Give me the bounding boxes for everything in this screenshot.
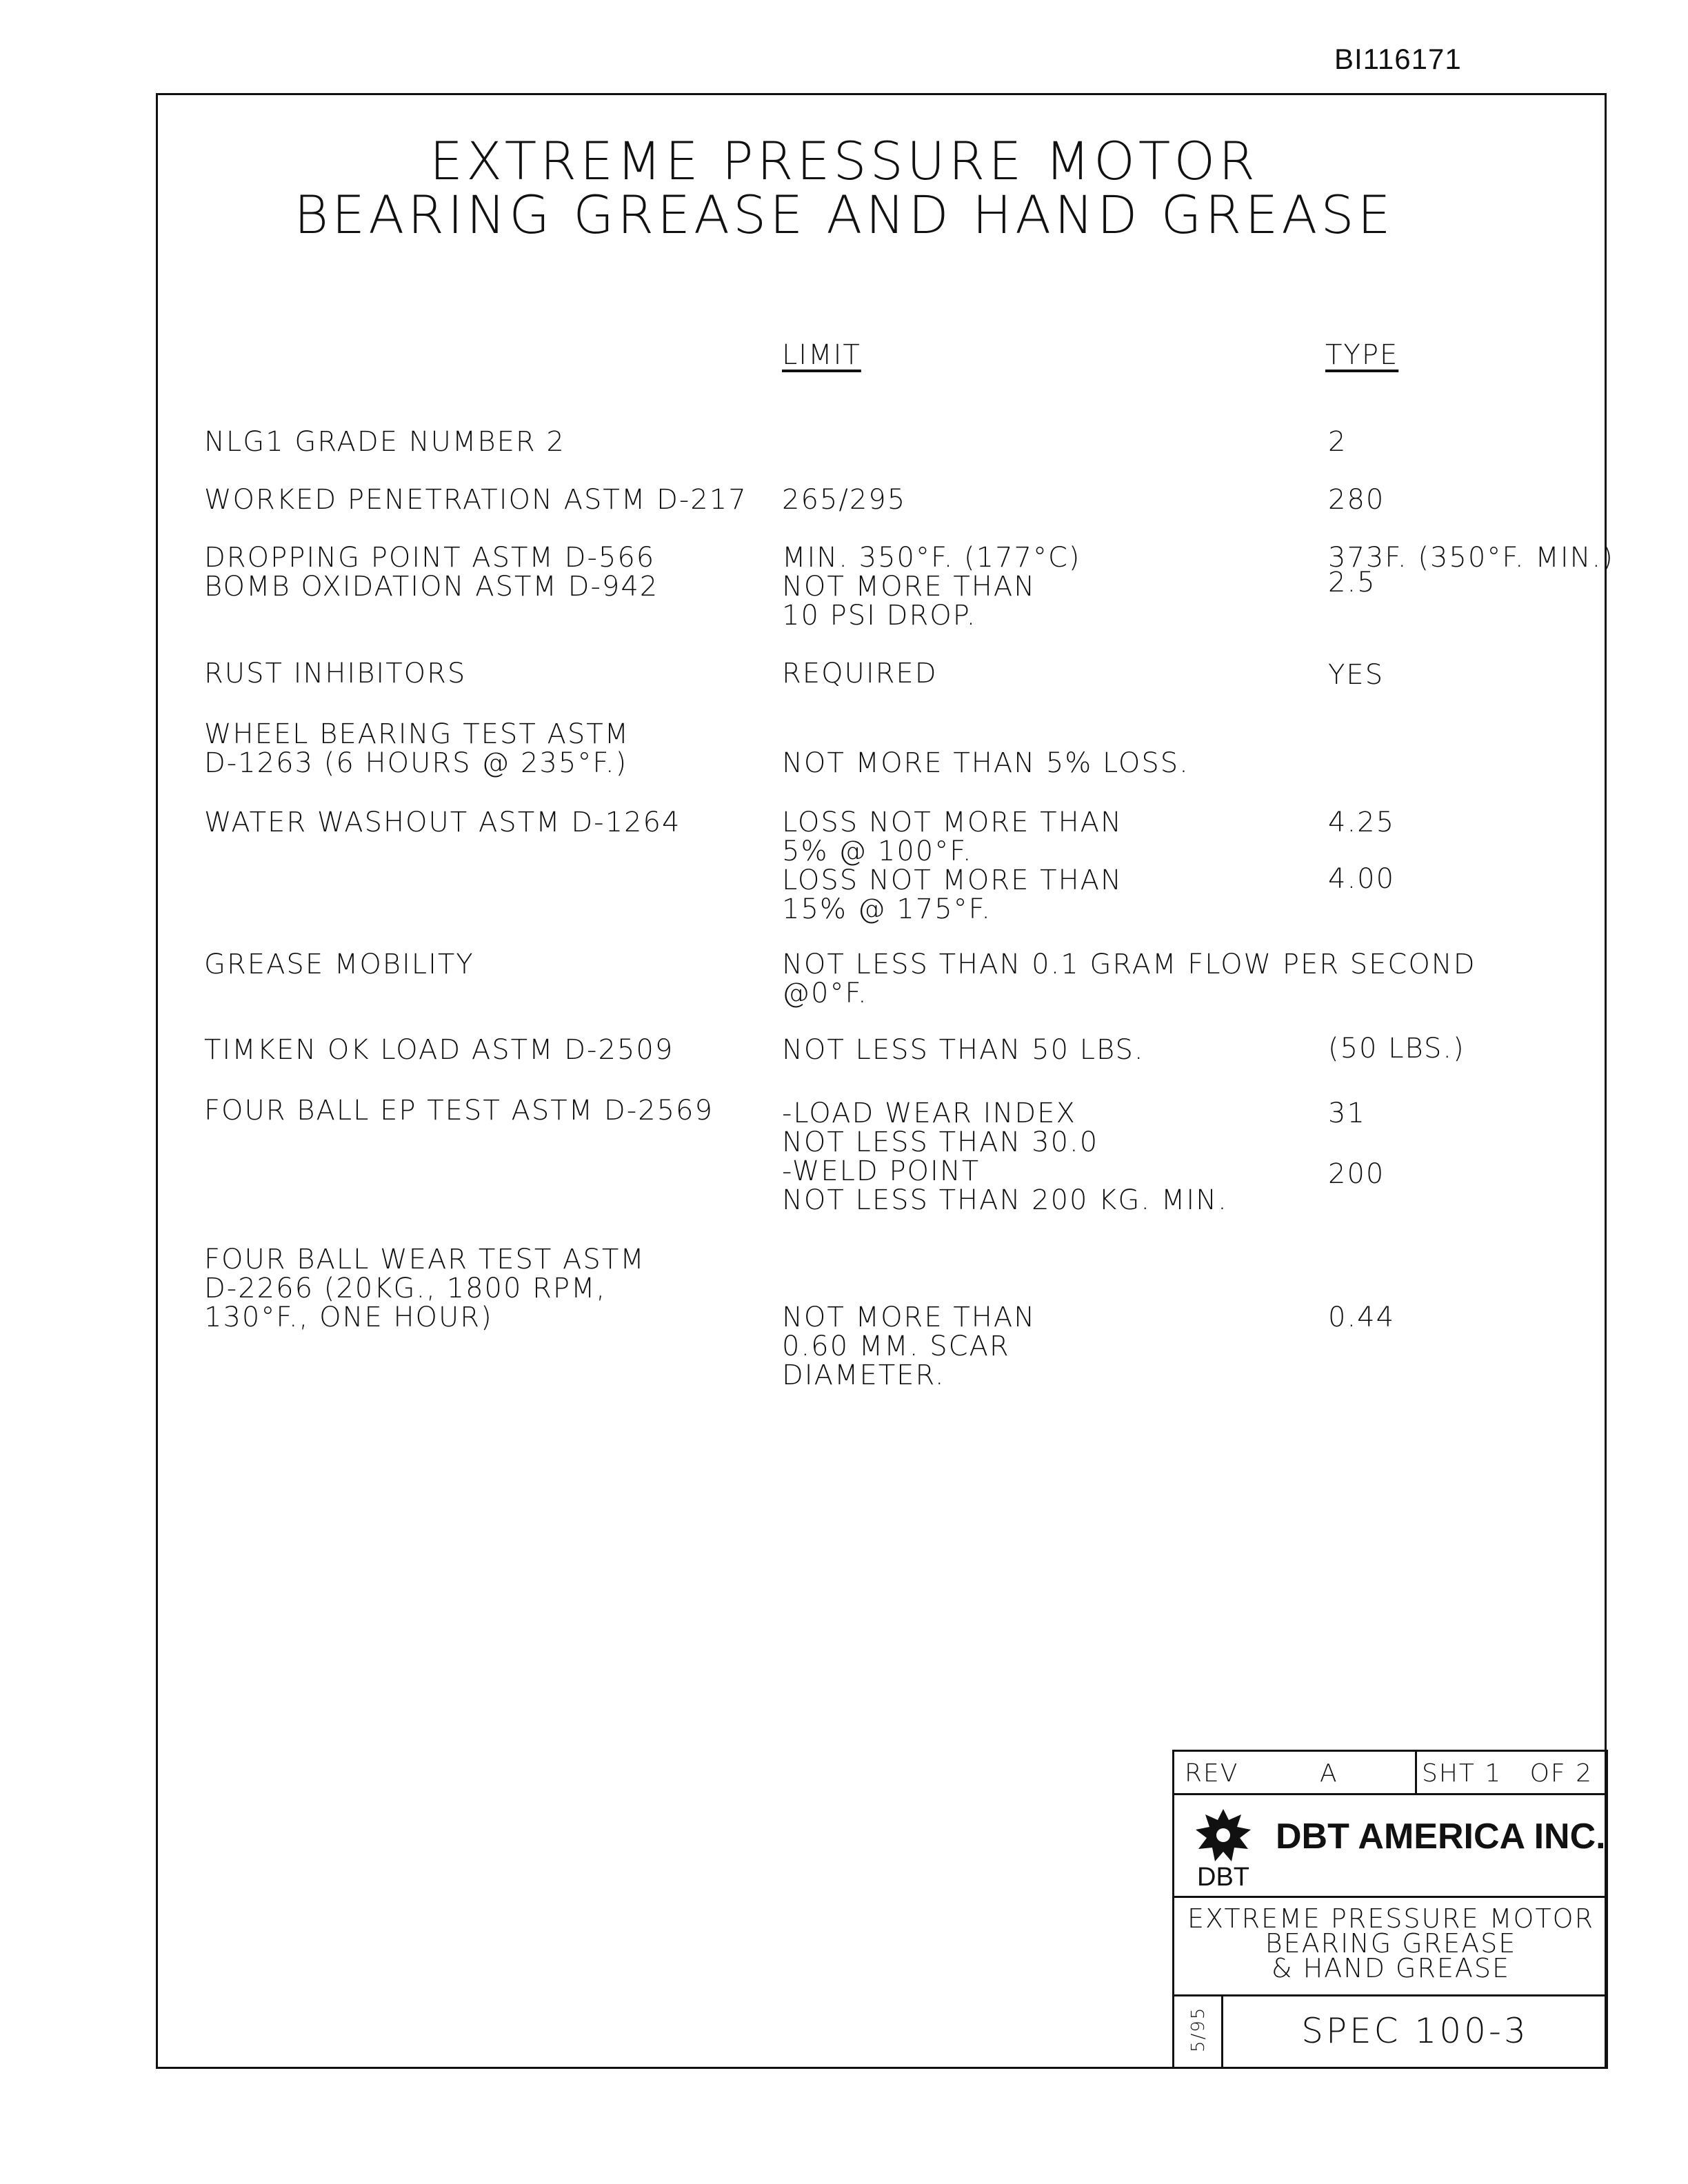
property-worked-penetration: WORKED PENETRATION ASTM D-217	[204, 484, 747, 516]
company-name: DBT AMERICA INC.	[1276, 1817, 1606, 1857]
type-nlg1-grade: 2	[1328, 426, 1347, 458]
limit-four-ball-ep-4: NOT LESS THAN 200 KG. MIN.	[782, 1184, 1228, 1216]
property-wheel-bearing-1: WHEEL BEARING TEST ASTM	[204, 718, 630, 750]
limit-timken-load: NOT LESS THAN 50 LBS.	[782, 1034, 1145, 1066]
spec-number: SPEC 100-3	[1301, 2011, 1529, 2051]
type-water-washout-1: 4.25	[1328, 807, 1396, 838]
limit-rust-inhibitors: REQUIRED	[782, 658, 938, 689]
limit-wheel-bearing: NOT MORE THAN 5% LOSS.	[782, 747, 1189, 779]
property-four-ball-ep: FOUR BALL EP TEST ASTM D-2569	[204, 1095, 714, 1126]
property-four-ball-wear-3: 130°F., ONE HOUR)	[204, 1302, 493, 1333]
sheet-number: SHT 1 OF 2	[1422, 1759, 1593, 1788]
description-line-3: & HAND GREASE	[1271, 1953, 1511, 1983]
rev-value: A	[1320, 1759, 1338, 1788]
limit-worked-penetration: 265/295	[782, 484, 907, 516]
limit-four-ball-wear-2: 0.60 MM. SCAR	[782, 1331, 1010, 1362]
revision-date: 5/95	[1188, 2006, 1209, 2052]
type-header: TYPE	[1325, 339, 1399, 371]
limit-water-washout-3: LOSS NOT MORE THAN	[782, 865, 1123, 896]
limit-grease-mobility-2: @0°F.	[782, 978, 868, 1009]
limit-four-ball-ep-2: NOT LESS THAN 30.0	[782, 1126, 1099, 1158]
limit-water-washout-1: LOSS NOT MORE THAN	[782, 807, 1123, 838]
description-line-1: EXTREME PRESSURE MOTOR	[1187, 1903, 1594, 1934]
property-rust-inhibitors: RUST INHIBITORS	[204, 658, 467, 689]
property-water-washout: WATER WASHOUT ASTM D-1264	[204, 807, 681, 838]
title-line-1: EXTREME PRESSURE MOTOR	[430, 130, 1258, 192]
type-four-ball-wear: 0.44	[1328, 1302, 1396, 1333]
property-timken-load: TIMKEN OK LOAD ASTM D-2509	[204, 1034, 674, 1066]
limit-four-ball-ep-3: -WELD POINT	[782, 1155, 981, 1187]
property-wheel-bearing-2: D-1263 (6 HOURS @ 235°F.)	[204, 747, 628, 779]
limit-grease-mobility-1: NOT LESS THAN 0.1 GRAM FLOW PER SECOND	[782, 949, 1476, 980]
property-four-ball-wear-1: FOUR BALL WEAR TEST ASTM	[204, 1244, 645, 1275]
property-dropping-point: DROPPING POINT ASTM D-566	[204, 542, 656, 574]
limit-header: LIMIT	[782, 339, 861, 371]
limit-dropping-point: MIN. 350°F. (177°C)	[782, 542, 1081, 574]
title-line-2: BEARING GREASE AND HAND GREASE	[294, 184, 1394, 245]
dbt-logo-icon	[1192, 1806, 1255, 1864]
limit-four-ball-wear-1: NOT MORE THAN	[782, 1302, 1036, 1333]
type-rust-inhibitors: YES	[1328, 659, 1385, 691]
document-id: BI116171	[1334, 43, 1462, 75]
type-bomb-oxidation: 2.5	[1328, 567, 1376, 598]
type-four-ball-ep-2: 200	[1328, 1158, 1385, 1190]
type-worked-penetration: 280	[1328, 484, 1385, 516]
limit-four-ball-ep-1: -LOAD WEAR INDEX	[782, 1098, 1076, 1129]
property-bomb-oxidation: BOMB OXIDATION ASTM D-942	[204, 571, 659, 603]
description-line-2: BEARING GREASE	[1265, 1928, 1517, 1959]
property-four-ball-wear-2: D-2266 (20KG., 1800 RPM,	[204, 1273, 607, 1304]
property-grease-mobility: GREASE MOBILITY	[204, 949, 474, 980]
limit-bomb-oxidation-1: NOT MORE THAN	[782, 571, 1036, 603]
type-timken-load: (50 LBS.)	[1328, 1033, 1465, 1064]
type-four-ball-ep-1: 31	[1328, 1098, 1366, 1129]
type-dropping-point: 373F. (350°F. MIN.)	[1328, 542, 1614, 574]
limit-four-ball-wear-3: DIAMETER.	[782, 1359, 945, 1391]
logo-text: DBT	[1197, 1863, 1249, 1892]
limit-water-washout-4: 15% @ 175°F.	[782, 893, 992, 925]
rev-label: REV	[1185, 1759, 1239, 1788]
type-water-washout-2: 4.00	[1328, 863, 1396, 895]
property-nlg1-grade: NLG1 GRADE NUMBER 2	[204, 426, 565, 458]
limit-bomb-oxidation-2: 10 PSI DROP.	[782, 600, 977, 631]
limit-water-washout-2: 5% @ 100°F.	[782, 836, 973, 867]
